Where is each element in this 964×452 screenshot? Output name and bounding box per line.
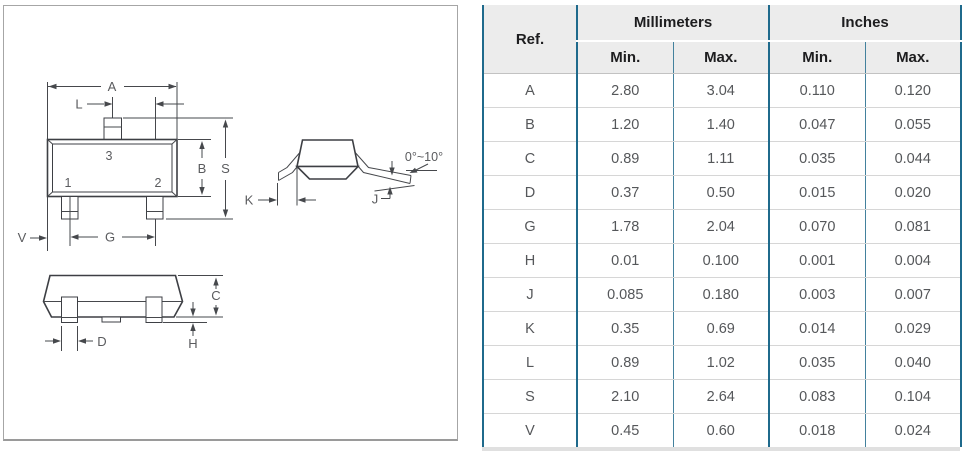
header-in-min: Min.: [769, 41, 865, 74]
ref-cell: B: [483, 108, 577, 142]
ref-cell: S: [483, 380, 577, 414]
table-row: A 2.80 3.04 0.110 0.120: [483, 74, 961, 108]
header-millimeters: Millimeters: [577, 5, 769, 41]
ref-cell: K: [483, 312, 577, 346]
ref-cell: C: [483, 142, 577, 176]
ref-cell: H: [483, 244, 577, 278]
dim-label-d: D: [97, 334, 107, 349]
pin1-label: 1: [64, 176, 72, 190]
dim-label-l: L: [75, 96, 83, 112]
dim-label-k: K: [244, 192, 254, 208]
pin3-label: 3: [105, 149, 113, 163]
dim-label-c: C: [211, 288, 221, 303]
header-mm-max: Max.: [673, 41, 769, 74]
dim-label-a: A: [107, 79, 117, 94]
dimension-table-container: [482, 5, 960, 451]
pin2-label: 2: [154, 176, 162, 190]
table-bottom-border: [482, 447, 960, 451]
table-row: K 0.35 0.69 0.014 0.029: [483, 312, 961, 346]
front-view-drawing: [44, 276, 224, 352]
dim-label-s: S: [221, 161, 230, 176]
ref-cell: A: [483, 74, 577, 108]
header-in-max: Max.: [865, 41, 961, 74]
side-view-drawing: [245, 140, 443, 208]
table-row: G 1.78 2.04 0.070 0.081: [483, 210, 961, 244]
table-row: B 1.20 1.40 0.047 0.055: [483, 108, 961, 142]
dimension-table: [482, 5, 962, 447]
dim-label-j: J: [371, 191, 379, 207]
top-view-drawing: [18, 79, 233, 251]
table-row: V 0.45 0.60 0.018 0.024: [483, 414, 961, 448]
dim-label-g: G: [104, 229, 116, 245]
lead-angle-label: 0°~10°: [404, 150, 444, 164]
dim-label-v: V: [17, 230, 27, 245]
dim-label-b: B: [197, 161, 207, 176]
dim-label-h: H: [188, 336, 198, 351]
table-row: H 0.01 0.100 0.001 0.004: [483, 244, 961, 278]
table-row: C 0.89 1.11 0.035 0.044: [483, 142, 961, 176]
header-inches: Inches: [769, 5, 961, 41]
header-mm-min: Min.: [577, 41, 673, 74]
ref-cell: J: [483, 278, 577, 312]
table-row: S 2.10 2.64 0.083 0.104: [483, 380, 961, 414]
table-row: L 0.89 1.02 0.035 0.040: [483, 346, 961, 380]
table-row: D 0.37 0.50 0.015 0.020: [483, 176, 961, 210]
ref-cell: D: [483, 176, 577, 210]
ref-cell: G: [483, 210, 577, 244]
ref-cell: L: [483, 346, 577, 380]
ref-cell: V: [525, 422, 535, 439]
header-ref: Ref.: [483, 5, 577, 74]
table-row: J 0.085 0.180 0.003 0.007: [483, 278, 961, 312]
